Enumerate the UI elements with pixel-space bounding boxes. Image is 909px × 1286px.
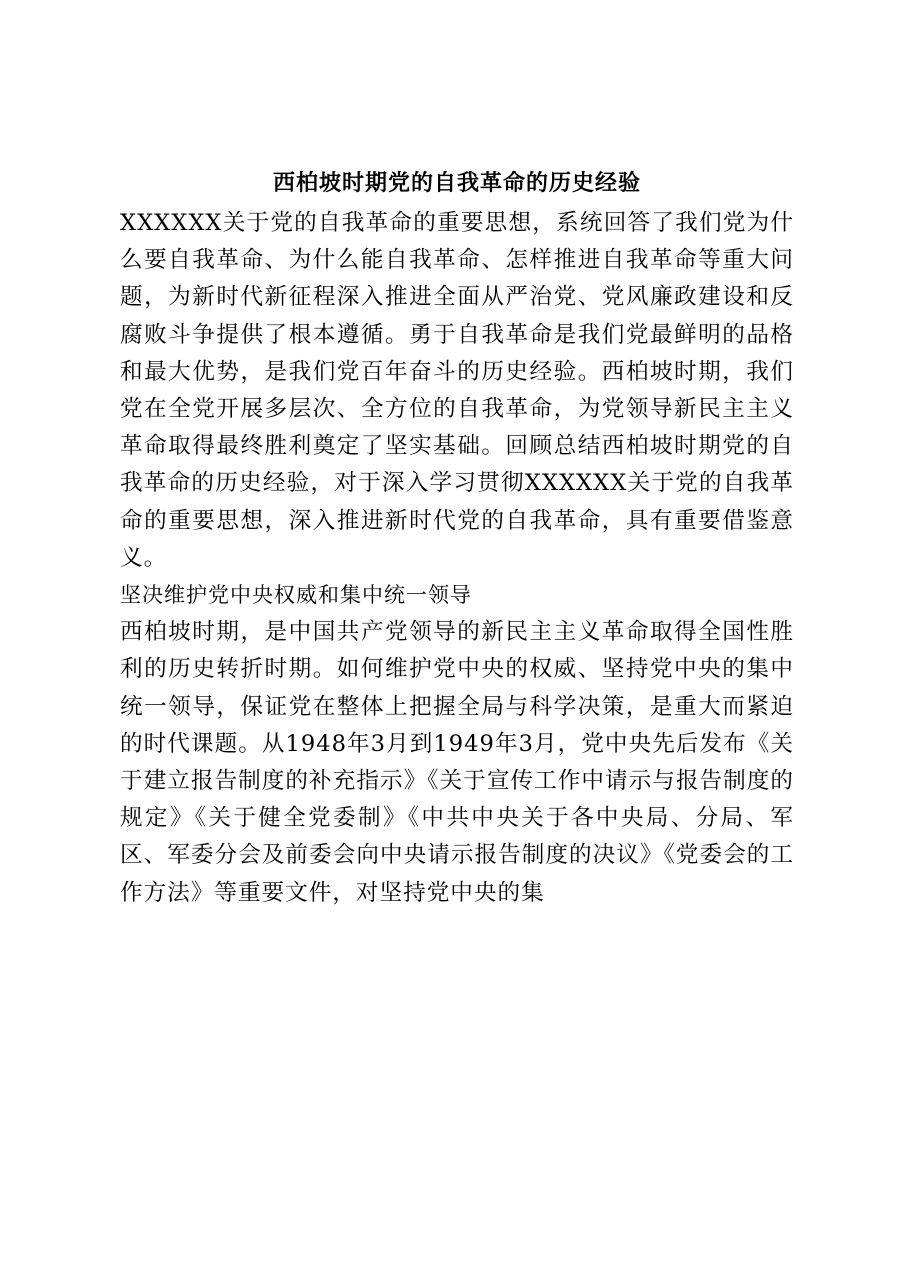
- document-page: [120, 163, 794, 912]
- section-paragraph: 西柏坡时期，是中国共产党领导的新民主主义革命取得全国性胜利的历史转折时期。如何维护党中央的权威、坚持党中央的集中统一领导，保证党在整体上把握全局与科学决策，是重大而紧迫的时代课题。从1948年3月到1949年3月，党中央先后发布《关于建立报告制度的补充指示》《关于宣传工作中请示与报告制度的规定》《关于健全党委制》《中共中央关于各中央局、分局、军区、军委分会及前委会向中央请示报告制度的决议》《党委会的工作方法》等重要文件，对坚持党中央的集: [120, 619, 794, 906]
- document-title: 西柏坡时期党的自我革命的历史经验: [272, 170, 641, 196]
- section-heading: 坚决维护党中央权威和集中统一领导: [120, 583, 472, 608]
- intro-paragraph: XXXXXX关于党的自我革命的重要思想，系统回答了我们党为什么要自我革命、为什么能自我革命、怎样推进自我革命等重大问题，为新时代新征程深入推进全面从严治党、党风廉政建设和反腐败斗争提供了根本遵循。勇于自我革命是我们党最鲜明的品格和最大优势，是我们党百年奋斗的历史经验。西柏坡时期，我们党在全党开展多层次、全方位的自我革命，为党领导新民主主义革命取得最终胜利奠定了坚实基础。回顾总结西柏坡时期党的自我革命的历史经验，对于深入学习贯彻XXXXXX关于党的自我革命的重要思想，深入推进新时代党的自我革命，具有重要借鉴意义。: [120, 210, 794, 571]
